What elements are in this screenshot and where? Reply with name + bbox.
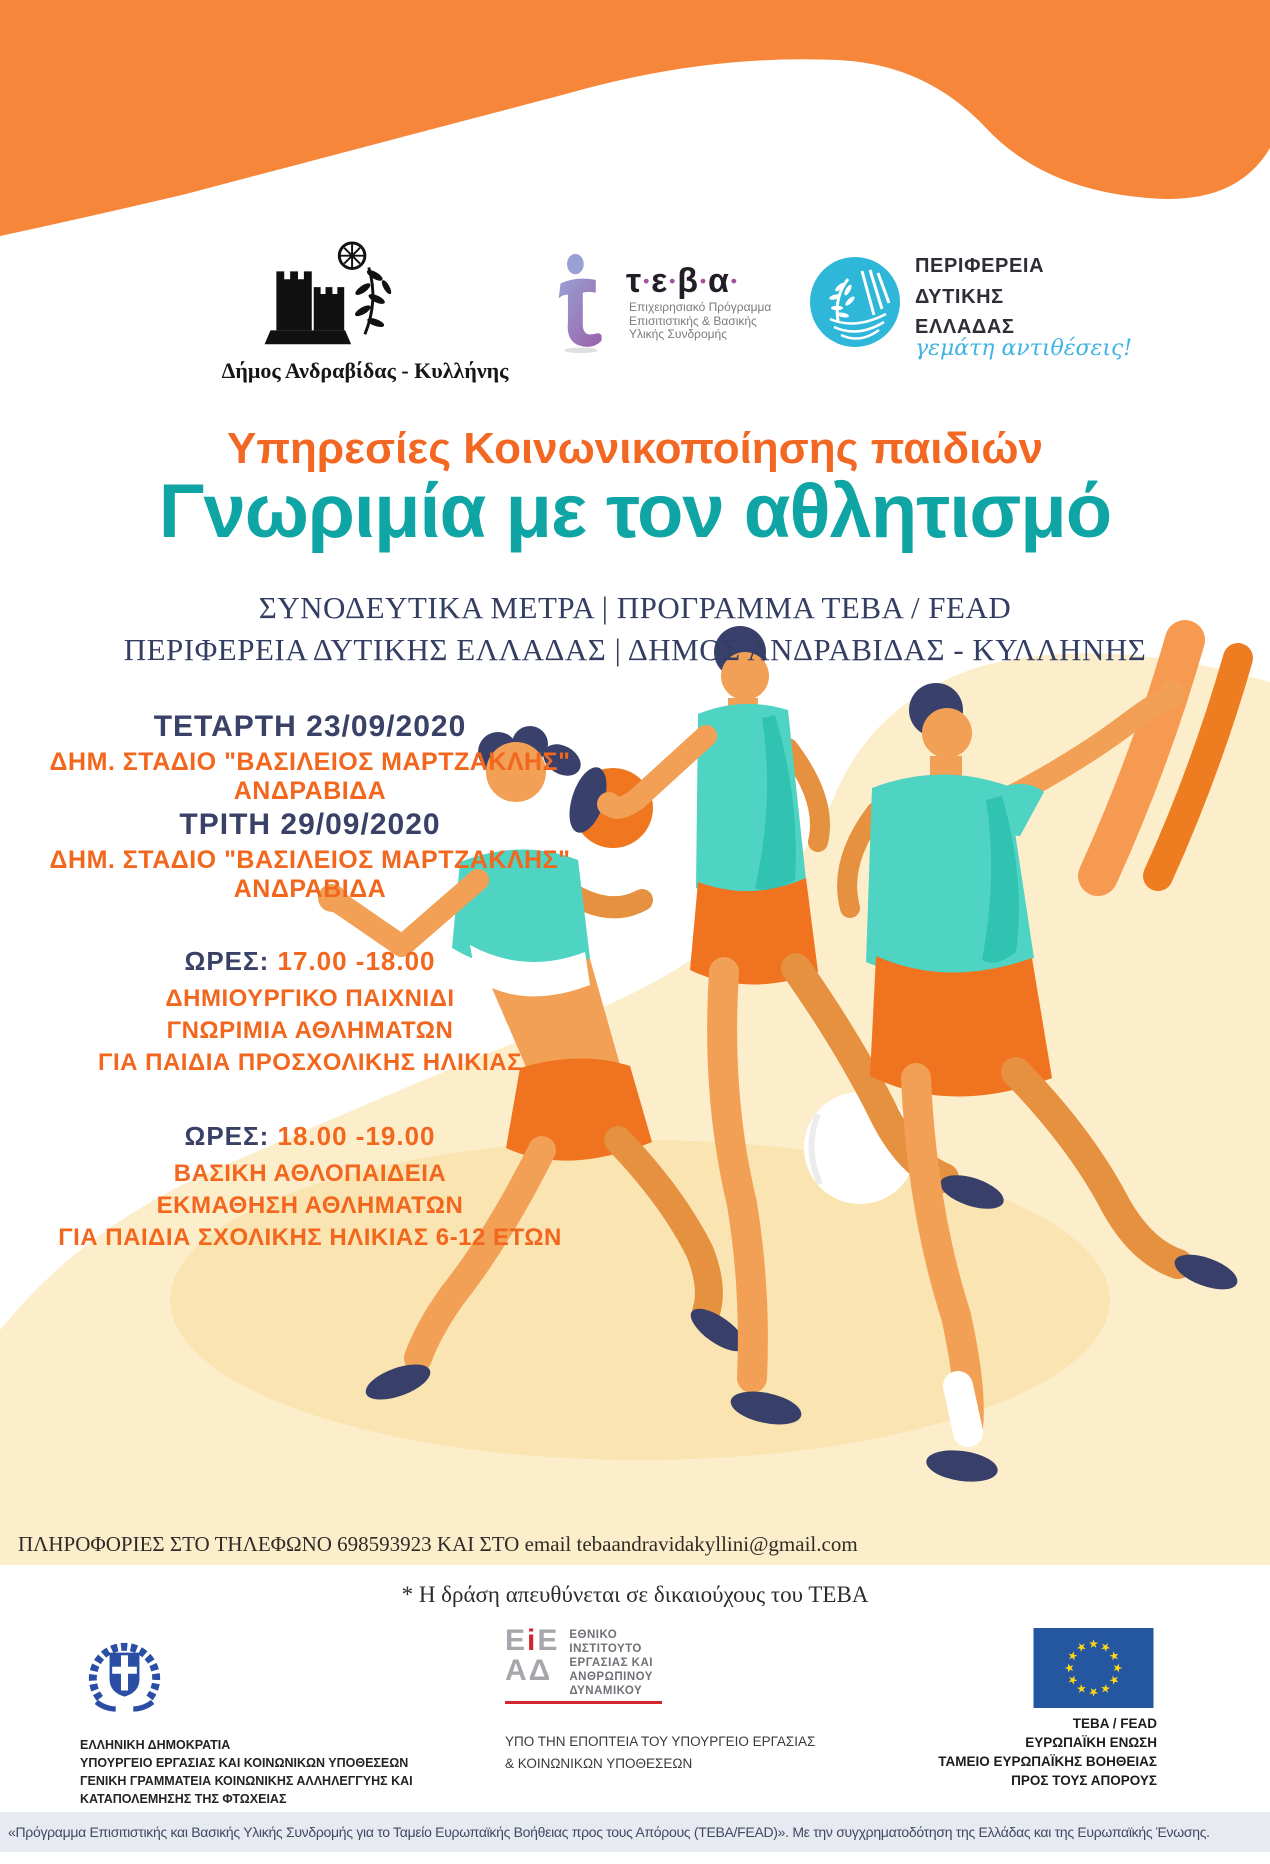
gov-text-line: ΕΛΛΗΝΙΚΗ ΔΗΜΟΚΡΑΤΙΑ	[80, 1738, 231, 1752]
region-logo-text	[915, 251, 1044, 343]
gov-text-line: ΓΕΝΙΚΗ ΓΡΑΜΜΑΤΕΙΑ ΚΟΙΝΩΝΙΚΗΣ ΑΛΛΗΛΕΓΓΥΗΣ ΚΑΙ	[80, 1774, 413, 1788]
eiead-letter-red-i: i	[527, 1624, 538, 1657]
teba-letter: β	[677, 262, 700, 300]
session1-line: ΔΗΜΙΟΥΡΓΙΚΟ ΠΑΙΧΝΙΔΙ	[165, 985, 455, 1012]
eiead-letters-bottom: ΑΔ	[505, 1654, 553, 1687]
schedule-venue2: ΔΗΜ. ΣΤΑΔΙΟ "ΒΑΣΙΛΕΙΟΣ ΜΑΡΤΖΑΚΛΗΣ" ΑΝΔΡΑΒΙΔΑ	[49, 846, 571, 903]
eiead-letter: Ε	[537, 1624, 560, 1657]
teba-logo-wordmark	[626, 262, 739, 301]
session1-line: ΓΝΩΡΙΜΙΑ ΑΘΛΗΜΑΤΩΝ	[166, 1017, 454, 1044]
gov-text-line: ΚΑΤΑΠΟΛΕΜΗΣΗΣ ΤΗΣ ΦΤΩΧΕΙΑΣ	[80, 1792, 287, 1806]
eu-text-line: ΕΥΡΩΠΑΪΚΗ ΕΝΩΣΗ	[1025, 1735, 1157, 1750]
session1-hours	[0, 946, 620, 977]
funding-strip-text: «Πρόγραμμα Επισιτιστικής και Βασικής Υλικής Συνδρομής για το Ταμείο Ευρωπαϊκής Βοήθειας προς τους Απόρους (ΤΕΒΑ/FEAD)». Με την συγχρηματοδότηση της Ελλάδας και της Ευρωπαϊκής Ένωσης.	[8, 1824, 1210, 1840]
eiead-logo-text	[569, 1626, 653, 1698]
eiead-logo-letters	[505, 1626, 559, 1698]
gov-footer-text	[80, 1736, 413, 1808]
session2-hours-label: ΩΡΕΣ:	[184, 1121, 270, 1151]
top-swoosh-shape	[0, 0, 1270, 236]
eiead-logo	[505, 1626, 653, 1698]
municipality-logo-label: Δήμος Ανδραβίδας - Κυλλήνης	[221, 358, 509, 383]
session2-line: ΕΚΜΑΘΗΣΗ ΑΘΛΗΜΑΤΩΝ	[156, 1192, 464, 1219]
poster-subtitle-line2: ΠΕΡΙΦΕΡΕΙΑ ΔΥΤΙΚΗΣ ΕΛΛΑΔΑΣ | ΔΗΜΟΣ ΑΝΔΡΑΒΙΔΑΣ - ΚΥΛΛΗΝΗΣ	[123, 632, 1147, 667]
footnote-line: * Η δράση απευθύνεται σε δικαιούχους του ΤΕΒΑ	[401, 1582, 869, 1607]
eu-footer-text	[938, 1714, 1157, 1790]
poster-subtitle-line1: ΣΥΝΟΔΕΥΤΙΚΑ ΜΕΤΡΑ | ΠΡΟΓΡΑΜΜΑ ΤΕΒΑ / FEAD	[258, 590, 1012, 625]
teba-logo-subtext	[629, 301, 771, 342]
teba-logo-icon	[542, 252, 618, 354]
poster-title-line2: Γνωριμία με τον αθλητισμό	[158, 469, 1112, 554]
schedule-block	[0, 710, 620, 1252]
schedule-date2: ΤΡΙΤΗ 29/09/2020	[179, 808, 441, 841]
schedule-date1: ΤΕΤΑΡΤΗ 23/09/2020	[153, 710, 467, 743]
gov-text-line: ΥΠΟΥΡΓΕΙΟ ΕΡΓΑΣΙΑΣ ΚΑΙ ΚΟΙΝΩΝΙΚΩΝ ΥΠΟΘΕΣΕΩΝ	[80, 1756, 409, 1770]
region-logo-icon	[810, 257, 900, 347]
eiead-text-line: ΑΝΘΡΩΠΙΝΟΥ	[569, 1671, 653, 1683]
session2-hours	[0, 1121, 620, 1152]
eu-text-line: ΤΑΜΕΙΟ ΕΥΡΩΠΑΪΚΗΣ ΒΟΗΘΕΙΑΣ	[938, 1754, 1157, 1769]
eiead-text-line: ΔΥΝΑΜΙΚΟΥ	[569, 1685, 643, 1697]
eiead-text-line: ΕΡΓΑΣΙΑΣ ΚΑΙ	[569, 1657, 653, 1669]
region-text-line: ΕΛΛΑΔΑΣ	[915, 316, 1015, 338]
eu-text-line: TEBA / FEAD	[1072, 1716, 1157, 1731]
eiead-text-line: ΙΝΣΤΙΤΟΥΤΟ	[569, 1643, 642, 1655]
teba-subtext-line: Υλικής Συνδρομής	[629, 327, 727, 341]
session2-line: ΒΑΣΙΚΗ ΑΘΛΟΠΑΙΔΕΙΑ	[173, 1160, 447, 1187]
session1-hours-value: 17.00 -18.00	[277, 946, 436, 976]
supervision-text	[505, 1731, 815, 1775]
eu-flag-icon	[1030, 1628, 1157, 1708]
teba-letter: α	[707, 262, 731, 300]
teba-dot: •	[669, 271, 678, 291]
eiead-text-line: ΕΘΝΙΚΟ	[569, 1629, 618, 1641]
eu-text-line: ΠΡΟΣ ΤΟΥΣ ΑΠΟΡΟΥΣ	[1011, 1773, 1157, 1788]
municipality-logo-icon	[240, 238, 415, 356]
teba-dot: •	[643, 271, 652, 291]
contact-info-line: ΠΛΗΡΟΦΟΡΙΕΣ ΣΤΟ ΤΗΛΕΦΩΝΟ 698593923 ΚΑΙ ΣΤΟ email tebaandravidakyllini@gmail.com	[18, 1532, 858, 1556]
region-logo-tagline: γεμάτη αντιθέσεις!	[915, 336, 1133, 361]
session1-line: ΓΙΑ ΠΑΙΔΙΑ ΠΡΟΣΧΟΛΙΚΗΣ ΗΛΙΚΙΑΣ	[98, 1049, 522, 1076]
session1-hours-label: ΩΡΕΣ:	[184, 946, 270, 976]
poster-title-line1: Υπηρεσίες Κοινωνικοποίησης παιδιών	[226, 424, 1044, 473]
eiead-red-underline	[505, 1701, 662, 1704]
greek-republic-emblem-icon	[77, 1628, 172, 1716]
teba-letter: τ	[626, 262, 644, 300]
teba-dot: •	[730, 271, 739, 291]
supervision-line: ΥΠΟ ΤΗΝ ΕΠΟΠΤΕΙΑ ΤΟΥ ΥΠΟΥΡΓΕΙΟ ΕΡΓΑΣΙΑΣ	[505, 1734, 816, 1749]
bottom-funding-strip	[0, 1812, 1270, 1852]
teba-subtext-line: Επισιτιστικής & Βασικής	[629, 313, 757, 328]
session2-hours-value: 18.00 -19.00	[277, 1121, 436, 1151]
session2-line: ΓΙΑ ΠΑΙΔΙΑ ΣΧΟΛΙΚΗΣ ΗΛΙΚΙΑΣ 6-12 ΕΤΩΝ	[58, 1224, 562, 1251]
teba-dot: •	[700, 271, 708, 291]
schedule-venue1: ΔΗΜ. ΣΤΑΔΙΟ "ΒΑΣΙΛΕΙΟΣ ΜΑΡΤΖΑΚΛΗΣ" ΑΝΔΡΑΒΙΔΑ	[49, 748, 571, 805]
supervision-line: & ΚΟΙΝΩΝΙΚΩΝ ΥΠΟΘΕΣΕΩΝ	[505, 1756, 693, 1771]
region-text-line: ΔΥΤΙΚΗΣ	[915, 285, 1004, 308]
region-text-line: ΠΕΡΙΦΕΡΕΙΑ	[915, 255, 1045, 277]
eiead-letter: Ε	[505, 1624, 528, 1657]
teba-subtext-line: Επιχειρησιακό Πρόγραμμα	[629, 300, 772, 314]
teba-letter: ε	[651, 262, 670, 300]
